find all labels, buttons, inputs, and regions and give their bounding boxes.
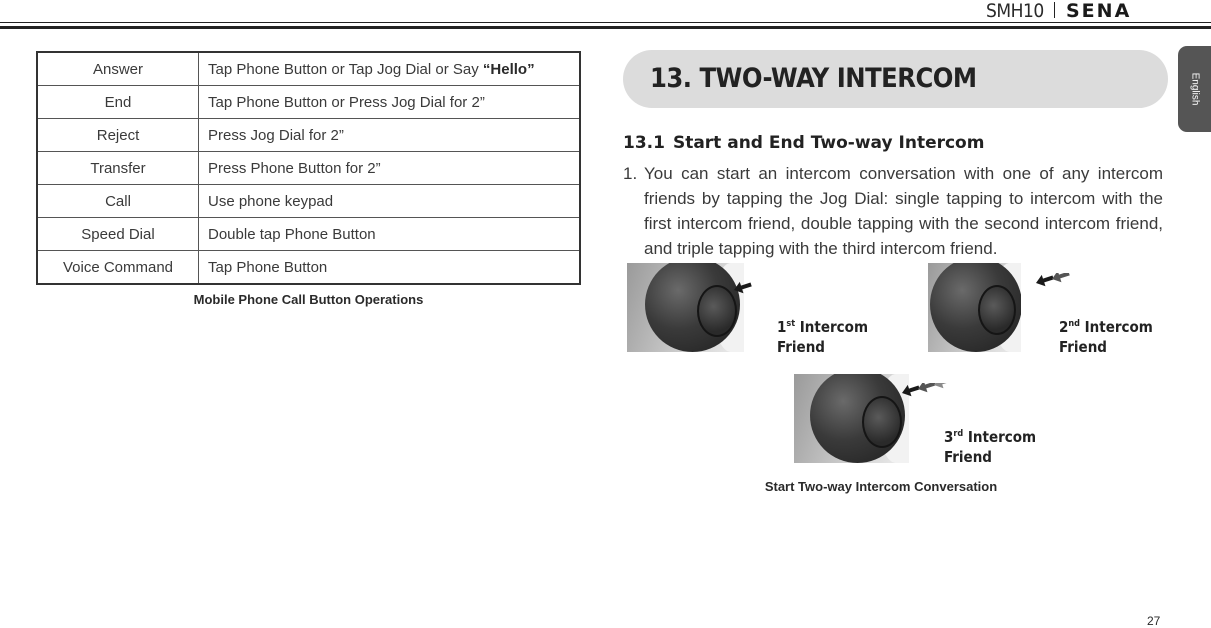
arrow-icon <box>916 383 937 395</box>
sena-logo <box>1066 1 1162 19</box>
header-separator <box>1054 2 1055 18</box>
operation-cell <box>199 52 581 86</box>
language-tab[interactable] <box>1178 46 1211 132</box>
header-rule-thick <box>0 26 1211 29</box>
intercom-photo-1 <box>627 263 744 352</box>
figure-caption: Start Two-way Intercom Conversation <box>764 479 998 494</box>
operation-text: Press Jog Dial for 2” <box>208 126 344 144</box>
table-row <box>37 185 580 218</box>
operation-cell <box>199 185 581 218</box>
subsection-number: 13.1 <box>623 133 665 153</box>
action-cell: Reject <box>37 119 199 152</box>
instruction-item <box>623 161 1163 261</box>
operation-text: Tap Phone Button or Tap Jog Dial or Say <box>208 60 483 78</box>
section-title: 13. TWO-WAY INTERCOM <box>650 63 977 94</box>
section-banner <box>623 50 1168 108</box>
arrow-icon <box>932 383 953 391</box>
subsection-title: Start and End Two-way Intercom <box>672 133 985 153</box>
table-row <box>37 119 580 152</box>
language-tab-label: English <box>1189 72 1201 106</box>
operation-cell <box>199 218 581 251</box>
operation-cell <box>199 152 581 185</box>
friend-label-1: 1st Intercom Friend <box>777 318 869 356</box>
arrow-icon <box>1050 273 1071 285</box>
action-cell: Voice Command <box>37 251 199 285</box>
operation-emphasis: “Hello” <box>482 60 535 78</box>
intercom-photo-3 <box>794 374 909 463</box>
model-name: SMH10 <box>986 0 1044 22</box>
arrow-icon <box>900 383 921 399</box>
operation-text: Press Phone Button for 2” <box>208 159 381 177</box>
header-rule-thin <box>0 22 1211 23</box>
arrow-icon-group-2 <box>1032 273 1076 301</box>
operation-text: Tap Phone Button <box>208 258 328 276</box>
table-row <box>37 86 580 119</box>
action-cell: End <box>37 86 199 119</box>
arrow-icon <box>732 280 753 296</box>
operation-cell <box>199 86 581 119</box>
action-cell: Transfer <box>37 152 199 185</box>
friend-label-3: 3rd Intercom Friend <box>944 428 1037 466</box>
table-caption: Mobile Phone Call Button Operations <box>193 292 424 307</box>
arrow-icon <box>1034 273 1055 289</box>
table-row <box>37 152 580 185</box>
operation-text: Use phone keypad <box>208 192 334 210</box>
action-cell: Answer <box>37 52 199 86</box>
operation-text: Double tap Phone Button <box>208 225 376 243</box>
call-operations-table <box>36 51 581 285</box>
operation-text: Tap Phone Button or Press Jog Dial for 2” <box>208 93 485 111</box>
page-number: 27 <box>1147 614 1161 628</box>
sena-logo-text: SENA <box>1066 1 1132 19</box>
intercom-photo-2 <box>928 263 1021 352</box>
item-number: 1. <box>623 164 638 183</box>
action-cell: Speed Dial <box>37 218 199 251</box>
friend-label-2: 2nd Intercom Friend <box>1059 318 1153 356</box>
arrow-icon-group-1 <box>730 280 760 300</box>
table-row <box>37 251 580 285</box>
arrow-icon-group-3 <box>898 383 958 413</box>
operation-cell <box>199 251 581 285</box>
table-row <box>37 52 580 86</box>
action-cell: Call <box>37 185 199 218</box>
subsection-heading <box>623 133 984 153</box>
operation-cell <box>199 119 581 152</box>
table-row <box>37 218 580 251</box>
item-text: You can start an intercom conversation with one of any intercom friends by tapping the Jog Dial: single tapping to intercom with the first intercom friend, double tapping with the second intercom friend, and triple tapping with the third intercom friend. <box>644 164 1163 258</box>
